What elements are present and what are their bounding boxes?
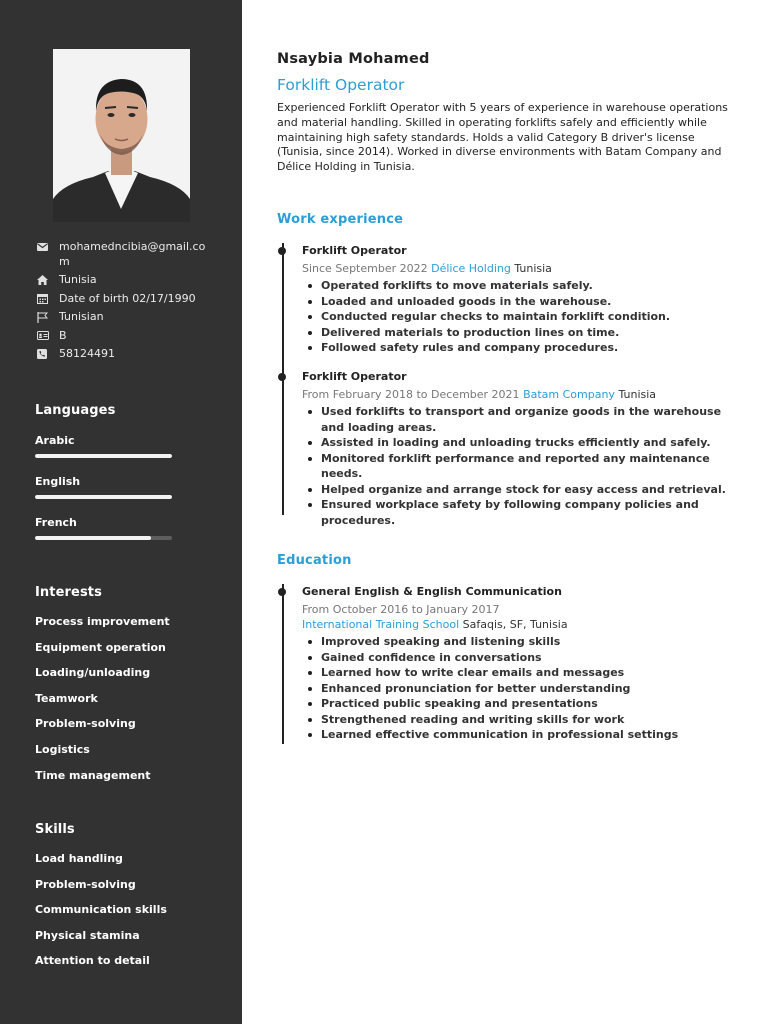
- bullet-item: Enhanced pronunciation for better understanding: [321, 681, 737, 697]
- interests-list: [35, 615, 225, 794]
- languages-title: Languages: [35, 403, 116, 418]
- entry-location: Tunisia: [514, 262, 552, 275]
- language-level-fill: [35, 495, 172, 499]
- language-level-bar: [35, 495, 172, 499]
- profile-summary: Experienced Forklift Operator with 5 years of experience in warehouse operations and material handling. Skilled in operating forklifts safely and efficiently while maintaining high safety standards. Holds a valid Category B driver's license (Tunisia, since 2014). Worked in diverse environments with Batam Company and Délice Holding in Tunisia.: [277, 101, 728, 174]
- nationality-text: Tunisian: [59, 310, 104, 323]
- license-text: B: [59, 328, 67, 342]
- skills-title: Skills: [35, 822, 75, 837]
- bullet-item: Delivered materials to production lines on time.: [321, 325, 737, 341]
- bullet-item: Assisted in loading and unloading trucks efficiently and safely.: [321, 435, 737, 451]
- timeline-dot: [278, 373, 286, 381]
- education-title: Education: [277, 553, 352, 568]
- entry-dates: From February 2018 to December 2021: [302, 388, 520, 401]
- interest-item: Time management: [35, 768, 151, 782]
- contact-birth: [37, 292, 209, 307]
- interest-item: Logistics: [35, 742, 90, 756]
- bullet-item: Practiced public speaking and presentations: [321, 696, 737, 712]
- interest-item: Process improvement: [35, 615, 170, 628]
- flag-icon: [37, 310, 59, 325]
- contact-email: [37, 240, 209, 269]
- language-level-fill: [35, 454, 172, 458]
- skill-item: Problem-solving: [35, 877, 136, 891]
- entry-bullets: [321, 404, 737, 528]
- email-text: mohamedncibia@gmail.com: [59, 240, 206, 268]
- work-entry: [277, 243, 737, 356]
- entry-meta: [302, 261, 737, 276]
- bullet-item: Operated forklifts to move materials safely.: [321, 278, 737, 294]
- calendar-icon: [37, 292, 59, 307]
- skill-item: Load handling: [35, 852, 123, 865]
- skill-item: Physical stamina: [35, 928, 140, 942]
- entry-location: Tunisia: [618, 388, 657, 401]
- interest-item: Problem-solving: [35, 717, 136, 731]
- entry-location: Safaqis, SF, Tunisia: [462, 618, 568, 631]
- skill-item: Communication skills: [35, 903, 167, 917]
- entry-bullets: [321, 634, 737, 743]
- contact-info: [37, 240, 209, 366]
- profile-photo: [53, 49, 190, 222]
- location-text: Tunisia: [59, 273, 97, 286]
- language-arabic: [35, 434, 172, 458]
- home-icon: [37, 273, 59, 288]
- phone-icon: [37, 347, 59, 362]
- profile-photo-image: [53, 49, 190, 222]
- language-level-fill: [35, 536, 151, 540]
- interest-item: Teamwork: [35, 691, 98, 705]
- bullet-item: Used forklifts to transport and organize goods in the warehouse and loading areas.: [321, 404, 737, 435]
- contact-license: [37, 329, 209, 344]
- id-card-icon: [37, 329, 59, 344]
- entry-title: Forklift Operator: [302, 244, 407, 257]
- education-entry: [277, 584, 737, 743]
- entry-title: General English & English Communication: [302, 585, 562, 598]
- entry-organization: Batam Company: [523, 388, 615, 401]
- interest-item: Loading/unloading: [35, 666, 151, 680]
- entry-organization: International Training School: [302, 618, 460, 631]
- bullet-item: Strengthened reading and writing skills for work: [321, 712, 737, 728]
- phone-text: 58124491: [59, 347, 115, 360]
- bullet-item: Learned effective communication in professional settings: [321, 727, 737, 743]
- entry-meta: [302, 387, 737, 402]
- entry-title: Forklift Operator: [302, 370, 407, 383]
- entry-dates: Since September 2022: [302, 262, 428, 275]
- entry-organization: Délice Holding: [431, 262, 511, 275]
- work-entry: [277, 369, 737, 528]
- language-level-bar: [35, 536, 172, 540]
- bullet-item: Ensured workplace safety by following company policies and procedures.: [321, 497, 737, 528]
- contact-location: [37, 273, 209, 288]
- entry-dates: From October 2016 to January 2017: [302, 603, 500, 616]
- entry-meta: [302, 617, 737, 632]
- job-title: Forklift Operator: [277, 76, 405, 94]
- bullet-item: Improved speaking and listening skills: [321, 634, 737, 650]
- birth-text: Date of birth 02/17/1990: [59, 291, 196, 305]
- skills-list: [35, 852, 225, 980]
- entry-bullets: [321, 278, 737, 356]
- skill-item: Attention to detail: [35, 954, 150, 968]
- interests-title: Interests: [35, 585, 102, 600]
- bullet-item: Monitored forklift performance and reported any maintenance needs.: [321, 451, 737, 482]
- person-name: Nsaybia Mohamed: [277, 51, 430, 67]
- interest-item: Equipment operation: [35, 640, 166, 654]
- contact-phone: [37, 347, 209, 362]
- envelope-icon: [37, 240, 59, 255]
- language-name: English: [35, 475, 81, 488]
- timeline-dot: [278, 588, 286, 596]
- bullet-item: Helped organize and arrange stock for easy access and retrieval.: [321, 482, 737, 498]
- language-name: Arabic: [35, 434, 75, 447]
- bullet-item: Loaded and unloaded goods in the warehouse.: [321, 294, 737, 310]
- bullet-item: Conducted regular checks to maintain forklift condition.: [321, 309, 737, 325]
- work-experience-title: Work experience: [277, 212, 404, 227]
- timeline-dot: [278, 247, 286, 255]
- bullet-item: Gained confidence in conversations: [321, 650, 737, 666]
- language-french: [35, 516, 172, 540]
- language-level-bar: [35, 454, 172, 458]
- sidebar: [0, 0, 242, 1024]
- contact-nationality: [37, 310, 209, 325]
- language-name: French: [35, 516, 77, 529]
- language-english: [35, 475, 172, 499]
- bullet-item: Followed safety rules and company procedures.: [321, 340, 737, 356]
- bullet-item: Learned how to write clear emails and messages: [321, 665, 737, 681]
